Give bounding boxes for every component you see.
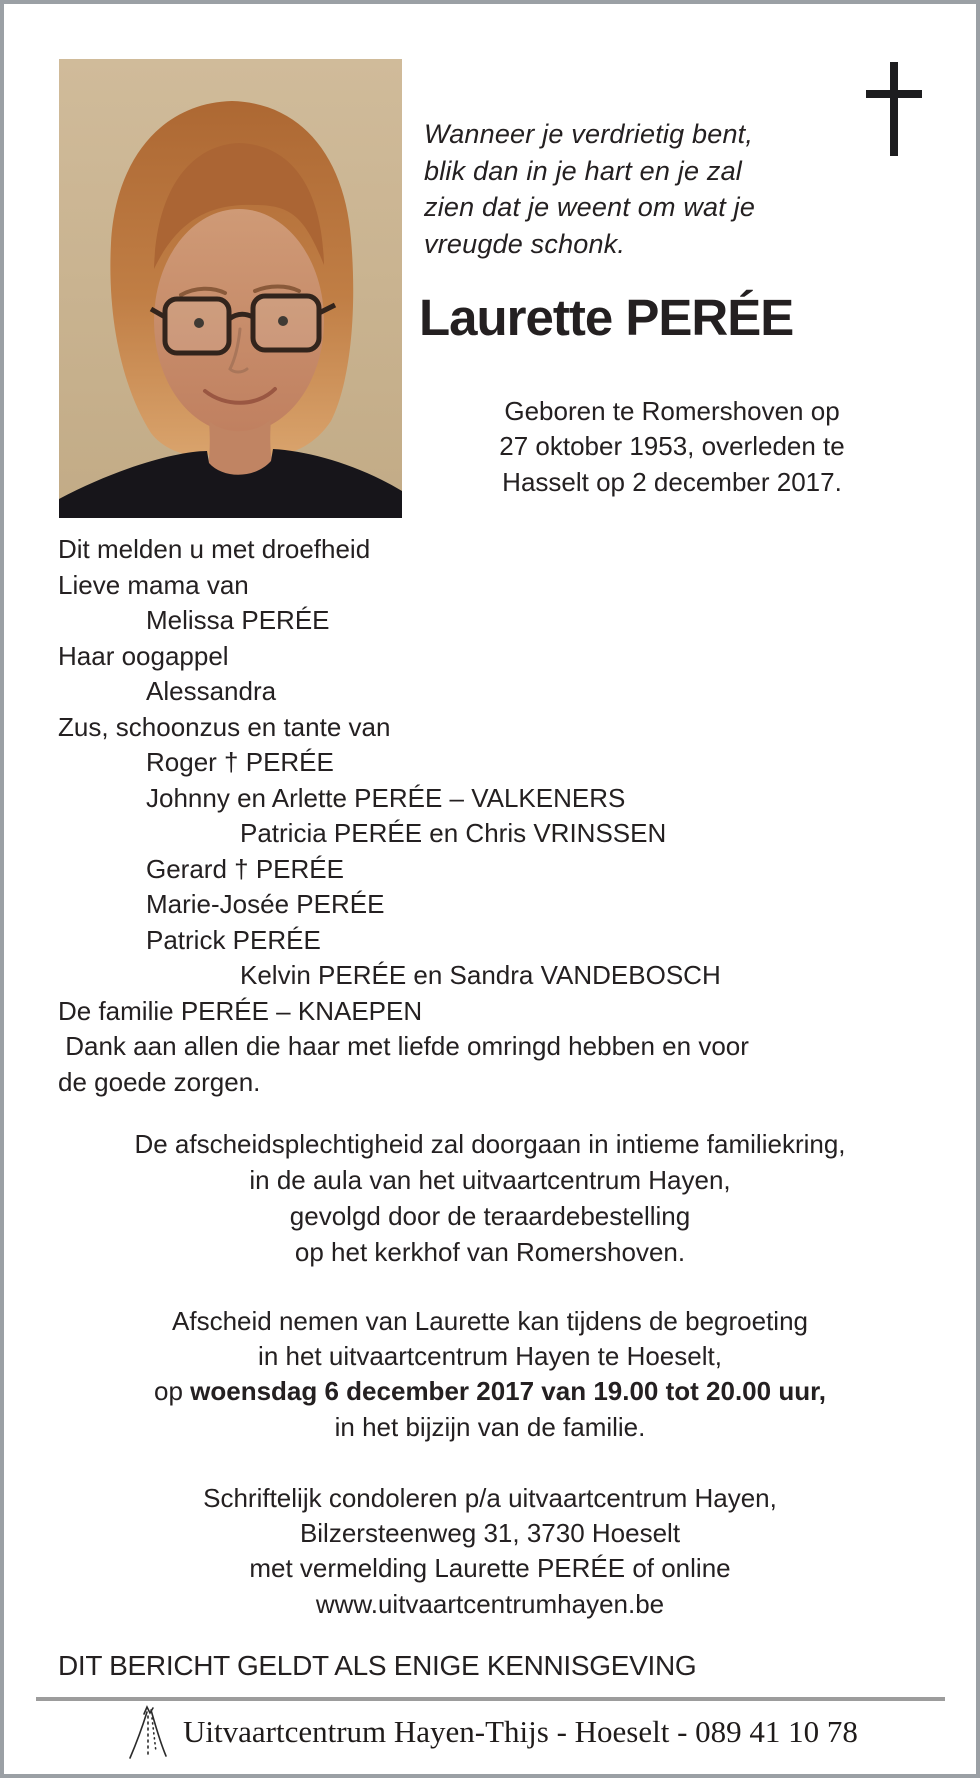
life-dates-line: Hasselt op 2 december 2017. — [502, 466, 842, 497]
visitation-line: Afscheid nemen van Laurette kan tijdens de begroeting — [172, 1306, 808, 1336]
poem-line: vreugde schonk. — [424, 228, 626, 259]
family-line: Gerard † PERÉE — [146, 853, 344, 884]
condolence-line: met vermelding Laurette PERÉE of online — [249, 1553, 731, 1584]
sole-notification-notice: DIT BERICHT GELDT ALS ENIGE KENNISGEVING — [58, 1650, 697, 1681]
family-line: Patrick PERÉE — [146, 924, 321, 955]
life-dates-line: 27 oktober 1953, overleden te — [499, 431, 845, 462]
condolence-line: Bilzersteenweg 31, 3730 Hoeselt — [299, 1518, 681, 1549]
poem-line: zien dat je weent om wat je — [424, 192, 756, 223]
visitation-line: in het uitvaartcentrum Hayen te Hoeselt, — [258, 1341, 722, 1372]
visitation-line: in het bijzijn van de familie. — [334, 1411, 646, 1442]
ceremony-line: op het kerkhof van Romershoven. — [294, 1237, 686, 1267]
family-line: Dank aan allen die haar met liefde omringd hebben en voor — [58, 1031, 749, 1061]
funeral-home-contact: Uitvaartcentrum Hayen-Thijs - Hoeselt - 089 41 10 78 — [183, 1714, 858, 1749]
poem — [424, 116, 755, 262]
ceremony-line: in de aula van het uitvaartcentrum Hayen, — [249, 1165, 731, 1195]
ceremony-line: De afscheidsplechtigheid zal doorgaan in intieme familiekring, — [134, 1129, 846, 1159]
family-line: Lieve mama van — [58, 569, 249, 600]
footer-divider — [36, 1697, 945, 1701]
portrait-illustration — [59, 59, 402, 518]
family-line: Alessandra — [146, 676, 277, 706]
ceremony-line: gevolgd door de teraardebestelling — [289, 1201, 691, 1231]
portrait-photo — [59, 59, 402, 518]
poem-line: Wanneer je verdrietig bent, — [424, 119, 754, 149]
cross-icon — [866, 62, 922, 156]
visitation-line: op woensdag 6 december 2017 van 19.00 tot 20.00 uur, — [153, 1376, 826, 1407]
life-dates — [422, 394, 922, 500]
condolence-line: www.uitvaartcentrumhayen.be — [315, 1588, 665, 1619]
family-line: de goede zorgen. — [58, 1066, 261, 1097]
family-line: Marie-Josée PERÉE — [146, 889, 385, 919]
family-line: Haar oogappel — [58, 640, 229, 671]
visitation-paragraph — [50, 1304, 930, 1445]
family-line: De familie PERÉE – KNAEPEN — [58, 995, 423, 1026]
family-line: Melissa PERÉE — [146, 605, 330, 635]
family-line: Dit melden u met droefheid — [58, 534, 371, 564]
funeral-home-logo — [128, 1704, 170, 1762]
poem-line: blik dan in je hart en je zal — [424, 155, 742, 186]
life-dates-line: Geboren te Romershoven op — [504, 396, 840, 426]
family-line: Zus, schoonzus en tante van — [58, 711, 391, 742]
family-line: Roger † PERÉE — [146, 747, 334, 777]
ceremony-paragraph — [50, 1126, 930, 1270]
family-line: Johnny en Arlette PERÉE – VALKENERS — [146, 782, 626, 813]
condolence-line: Schriftelijk condoleren p/a uitvaartcentrum Hayen, — [203, 1483, 777, 1513]
condolence-paragraph — [50, 1481, 930, 1622]
deceased-name: Laurette PERÉE — [419, 289, 794, 346]
family-line: Kelvin PERÉE en Sandra VANDEBOSCH — [240, 960, 721, 990]
family-line: Patricia PERÉE en Chris VRINSSEN — [240, 818, 667, 848]
family-announcement — [58, 532, 749, 1100]
